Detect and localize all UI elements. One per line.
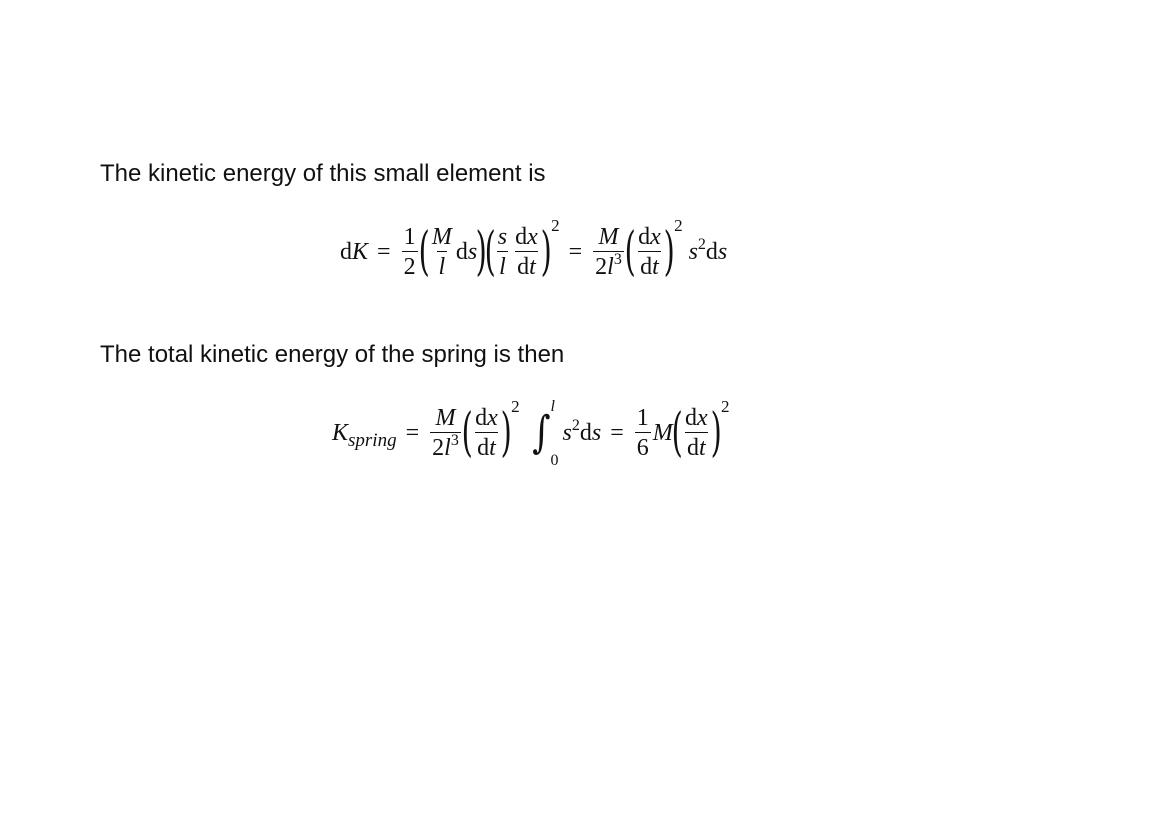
eq1-derivative-group: ( $\frac{dx}{dt}$ ) 2 bbox=[624, 216, 683, 282]
eq2-final-derivative-group: ( $\frac{dx}{dt}$ ) 2 bbox=[671, 397, 730, 463]
paragraph-kinetic-element: The kinetic energy of this small element is bbox=[100, 160, 546, 187]
eq2-sixth-fraction: $\frac{1}{6}$ bbox=[636, 405, 649, 461]
eq1-lhs: dK bbox=[340, 238, 369, 265]
eq2-integral: ∫ l 0 bbox=[531, 398, 559, 469]
paragraph-total-kinetic: The total kinetic energy of the spring is then bbox=[100, 341, 565, 368]
equation-element-kinetic-energy: dK = $\frac{1}{2}$ ( $\frac{M}{l}$ ds ) ( $\frac{s}{l}$ $\frac{dx}{dt}$ ) 2 = $\frac{M}{2l^3}$ ( $\frac{dx}{dt}$ ) 2 $s^2ds$ bbox=[340, 216, 728, 282]
eq2-coefficient: $\frac{M}{2l^3}$ bbox=[432, 405, 459, 461]
eq1-half-fraction: $\frac{1}{2}$ bbox=[403, 224, 416, 280]
eq1-s-squared-ds: $s^2ds$ bbox=[688, 235, 728, 265]
integral-sign-icon: ∫ bbox=[531, 407, 551, 458]
eq2-integrand: $s^2ds$ bbox=[562, 416, 602, 446]
equation-spring-kinetic-energy: $K_{spring}$ = $\frac{M}{2l^3}$ ( $\frac{dx}{dt}$ ) 2 ∫ l 0 $s^2ds$ = $\frac{1}{6}$ M ( $\frac{dx}{dt}$ ) 2 bbox=[332, 397, 730, 469]
eq1-velocity-group: ( $\frac{s}{l}$ $\frac{dx}{dt}$ ) 2 bbox=[484, 216, 560, 282]
eq2-derivative-group: ( $\frac{dx}{dt}$ ) 2 bbox=[461, 397, 520, 463]
eq1-coefficient: $\frac{M}{2l^3}$ bbox=[595, 224, 622, 280]
eq2-lhs: $K_{spring}$ bbox=[332, 419, 397, 451]
eq1-mass-group: ( $\frac{M}{l}$ ds ) bbox=[418, 222, 487, 282]
